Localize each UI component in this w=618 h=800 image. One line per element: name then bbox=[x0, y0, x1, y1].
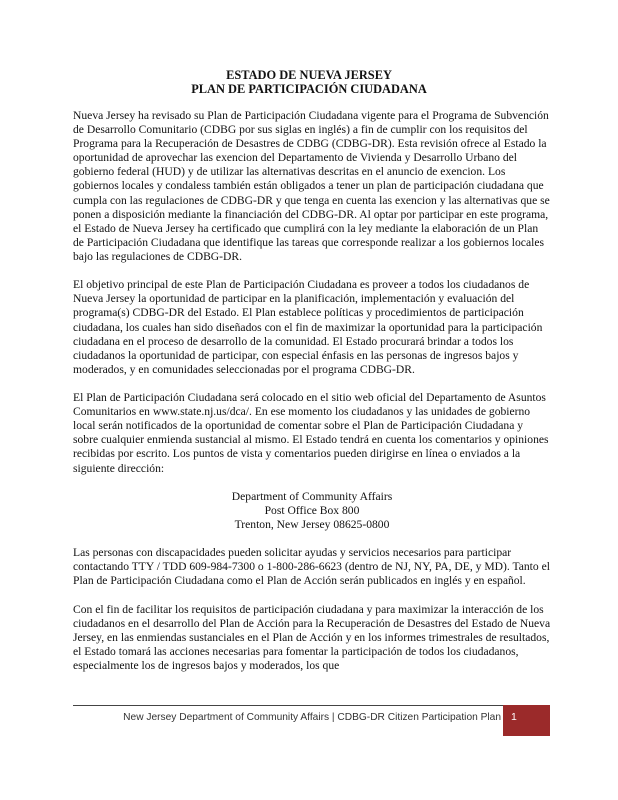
address-line-2: Post Office Box 800 bbox=[264, 503, 360, 517]
document-body bbox=[73, 109, 551, 687]
address-line-3: Trenton, New Jersey 08625-0800 bbox=[234, 518, 390, 531]
paragraph-3: El Plan de Participación Ciudadana será colocado en el sitio web oficial del Departamento de Asuntos Comunitarios en www.state.nj.us/dca/. En ese momento los ciudadanos y las unidades de gobierno local serán notificados de la oportunidad de comentar sobre el Plan de Participación Ciudadana y sobre cualquier enmienda sustancial al mismo. El Estado tendrá en cuenta los comentarios y opiniones recibidas por escrito. Los puntos de vista y comentarios pueden dirigirse en línea o enviados a la siguiente dirección: bbox=[73, 391, 549, 475]
address-line-1: Department of Community Affairs bbox=[231, 489, 393, 503]
footer-divider bbox=[73, 705, 503, 706]
title-line-1: ESTADO DE NUEVA JERSEY bbox=[226, 68, 392, 82]
paragraph-4: Las personas con discapacidades pueden solicitar ayudas y servicios necesarios para participar contactando TTY / TDD 609-984-7300 o 1-800-286-6623 (dentro de NJ, NY, PA, DE, y MD). Tanto el Plan de Participación Ciudadana como el Plan de Acción serán publicados en inglés y en español. bbox=[73, 546, 550, 588]
footer-text: New Jersey Department of Community Affairs | CDBG-DR Citizen Participation Plan bbox=[123, 712, 501, 723]
paragraph-5: Con el fin de facilitar los requisitos de participación ciudadana y para maximizar la interacción de los ciudadanos en el desarrollo del Plan de Acción para la Recuperación de Desastres del Estado de Nueva Jersey, en las enmiendas sustanciales en el Plan de Acción y en los informes trimestrales de resultados, el Estado tomará las acciones necesarias para fomentar la participación de todos los ciudadanos, especialmente los de ingresos bajos y moderados, los que bbox=[73, 602, 551, 673]
title-line-2: PLAN DE PARTICIPACIÓN CIUDADANA bbox=[191, 82, 427, 96]
paragraph-2: El objetivo principal de este Plan de Participación Ciudadana es proveer a todos los ciudadanos de Nueva Jersey la oportunidad de participar en la planificación, implementación y evaluación del programa(s) CDBG-DR del Estado. El Plan establece políticas y procedimientos de participación ciudadana, los cuales han sido diseñados con el fin de maximizar la oportunidad para la participación ciudadana en el proceso de desarrollo de la comunidad. El Estado procurará brindar a todos los ciudadanos la oportunidad de participar, con especial énfasis en las personas de ingresos bajos y moderados, y en comunidades seleccionadas por el programa CDBG-DR. bbox=[73, 278, 543, 376]
paragraph-1: Nueva Jersey ha revisado su Plan de Participación Ciudadana vigente para el Programa de Subvención de Desarrollo Comunitario (CDBG por sus siglas en inglés) a fin de cumplir con los requisitos del Programa para la Recuperación de Desastres de CDBG (CDBG-DR). Esta revisión ofrece al Estado la oportunidad de aprovechar las exencion del Departamento de Vivienda y Desarrollo Urbano del gobierno federal (HUD) y de utilizar las alternativas descritas en el anuncio de exencion. Los gobiernos locales y condaless también están obligados a tener un plan de participación ciudadana que cumpla con las regulaciones de CDBG-DR y que tenga en cuenta las exencion y las alternativas que se ponen a disposición mediante la financiación del CDBG-DR. Al optar por participar en este programa, el Estado de Nueva Jersey ha certificado que cumplirá con la ley mediante la elaboración de un Plan de Participación Ciudadana que identifique las tareas que corresponde realizar a los gobiernos locales bajo las regulaciones de CDBG-DR. bbox=[73, 109, 550, 263]
mailing-address bbox=[73, 490, 551, 532]
page-number-badge: 1 bbox=[503, 705, 550, 736]
document-title bbox=[60, 68, 558, 96]
